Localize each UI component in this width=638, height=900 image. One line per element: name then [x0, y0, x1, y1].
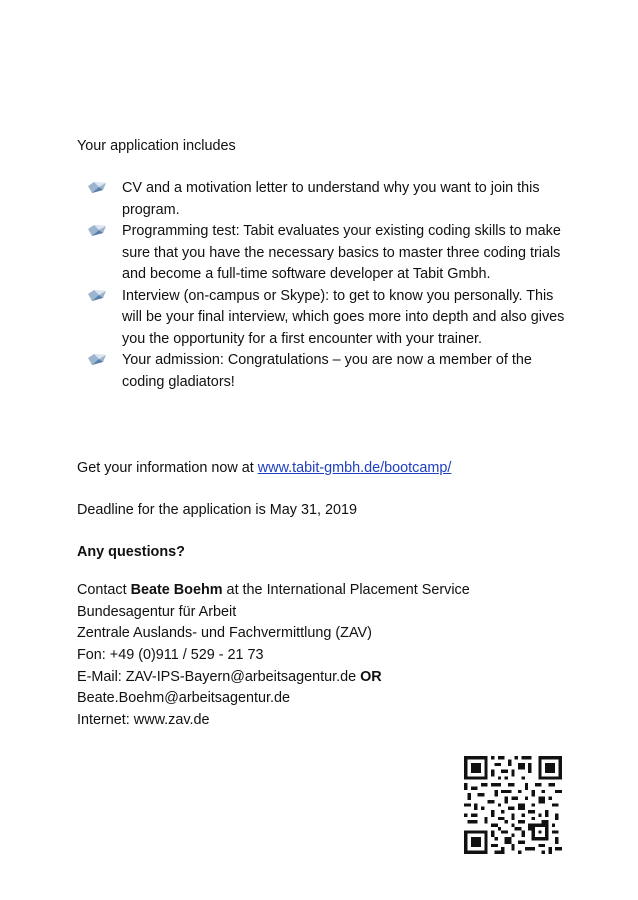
qr-code: [464, 756, 562, 854]
contact-name: Beate Boehm: [130, 582, 223, 598]
gem-bullet-icon: [86, 224, 108, 238]
internet-line: Internet: www.zav.de: [77, 712, 210, 729]
list-item-text: CV and a motivation letter to understand why you want to join this program.: [122, 180, 540, 218]
list-item: [77, 178, 577, 221]
org-line-1: Bundesagentur für Arbeit: [77, 603, 237, 620]
list-item: [77, 350, 577, 393]
email-line-2: Beate.Boehm@arbeitsagentur.de: [77, 690, 291, 707]
contact-prefix: Contact: [77, 582, 131, 598]
email-primary: E-Mail: ZAV-IPS-Bayern@arbeitsagentur.de: [77, 668, 361, 685]
info-line: [77, 458, 577, 480]
list-item: [77, 221, 577, 286]
list-item: [77, 286, 577, 351]
email-line: [77, 667, 470, 689]
org-line-2: Zentrale Auslands- und Fachvermittlung (ZAV): [77, 625, 372, 642]
contact-line: [77, 580, 470, 602]
list-item-text: Interview (on-campus or Skype): to get to know you personally. This will be your final interview, which goes more into depth and also gives you the opportunity for a first encounter with your trainer.: [122, 287, 565, 347]
contact-block: [77, 580, 470, 732]
gem-bullet-icon: [86, 289, 108, 303]
info-prefix: Get your information now at: [77, 460, 258, 476]
bootcamp-link[interactable]: www.tabit-gmbh.de/bootcamp/: [257, 460, 452, 476]
phone-line: Fon: +49 (0)911 / 529 - 21 73: [77, 647, 264, 664]
requirements-list: [77, 178, 577, 393]
list-item-text: Your admission: Congratulations – you are now a member of the coding gladiators!: [122, 352, 532, 390]
contact-suffix: at the International Placement Service: [222, 582, 470, 598]
gem-bullet-icon: [86, 181, 108, 195]
or-text: OR: [360, 668, 382, 685]
questions-heading: Any questions?: [77, 544, 185, 560]
intro-heading: Your application includes: [77, 138, 236, 154]
deadline-text: Deadline for the application is May 31, 2019: [77, 502, 357, 518]
list-item-text: Programming test: Tabit evaluates your existing coding skills to make sure that you have the necessary basics to master three coding trials and become a full-time software developer at Tabit Gmbh.: [122, 223, 561, 282]
gem-bullet-icon: [86, 353, 108, 367]
